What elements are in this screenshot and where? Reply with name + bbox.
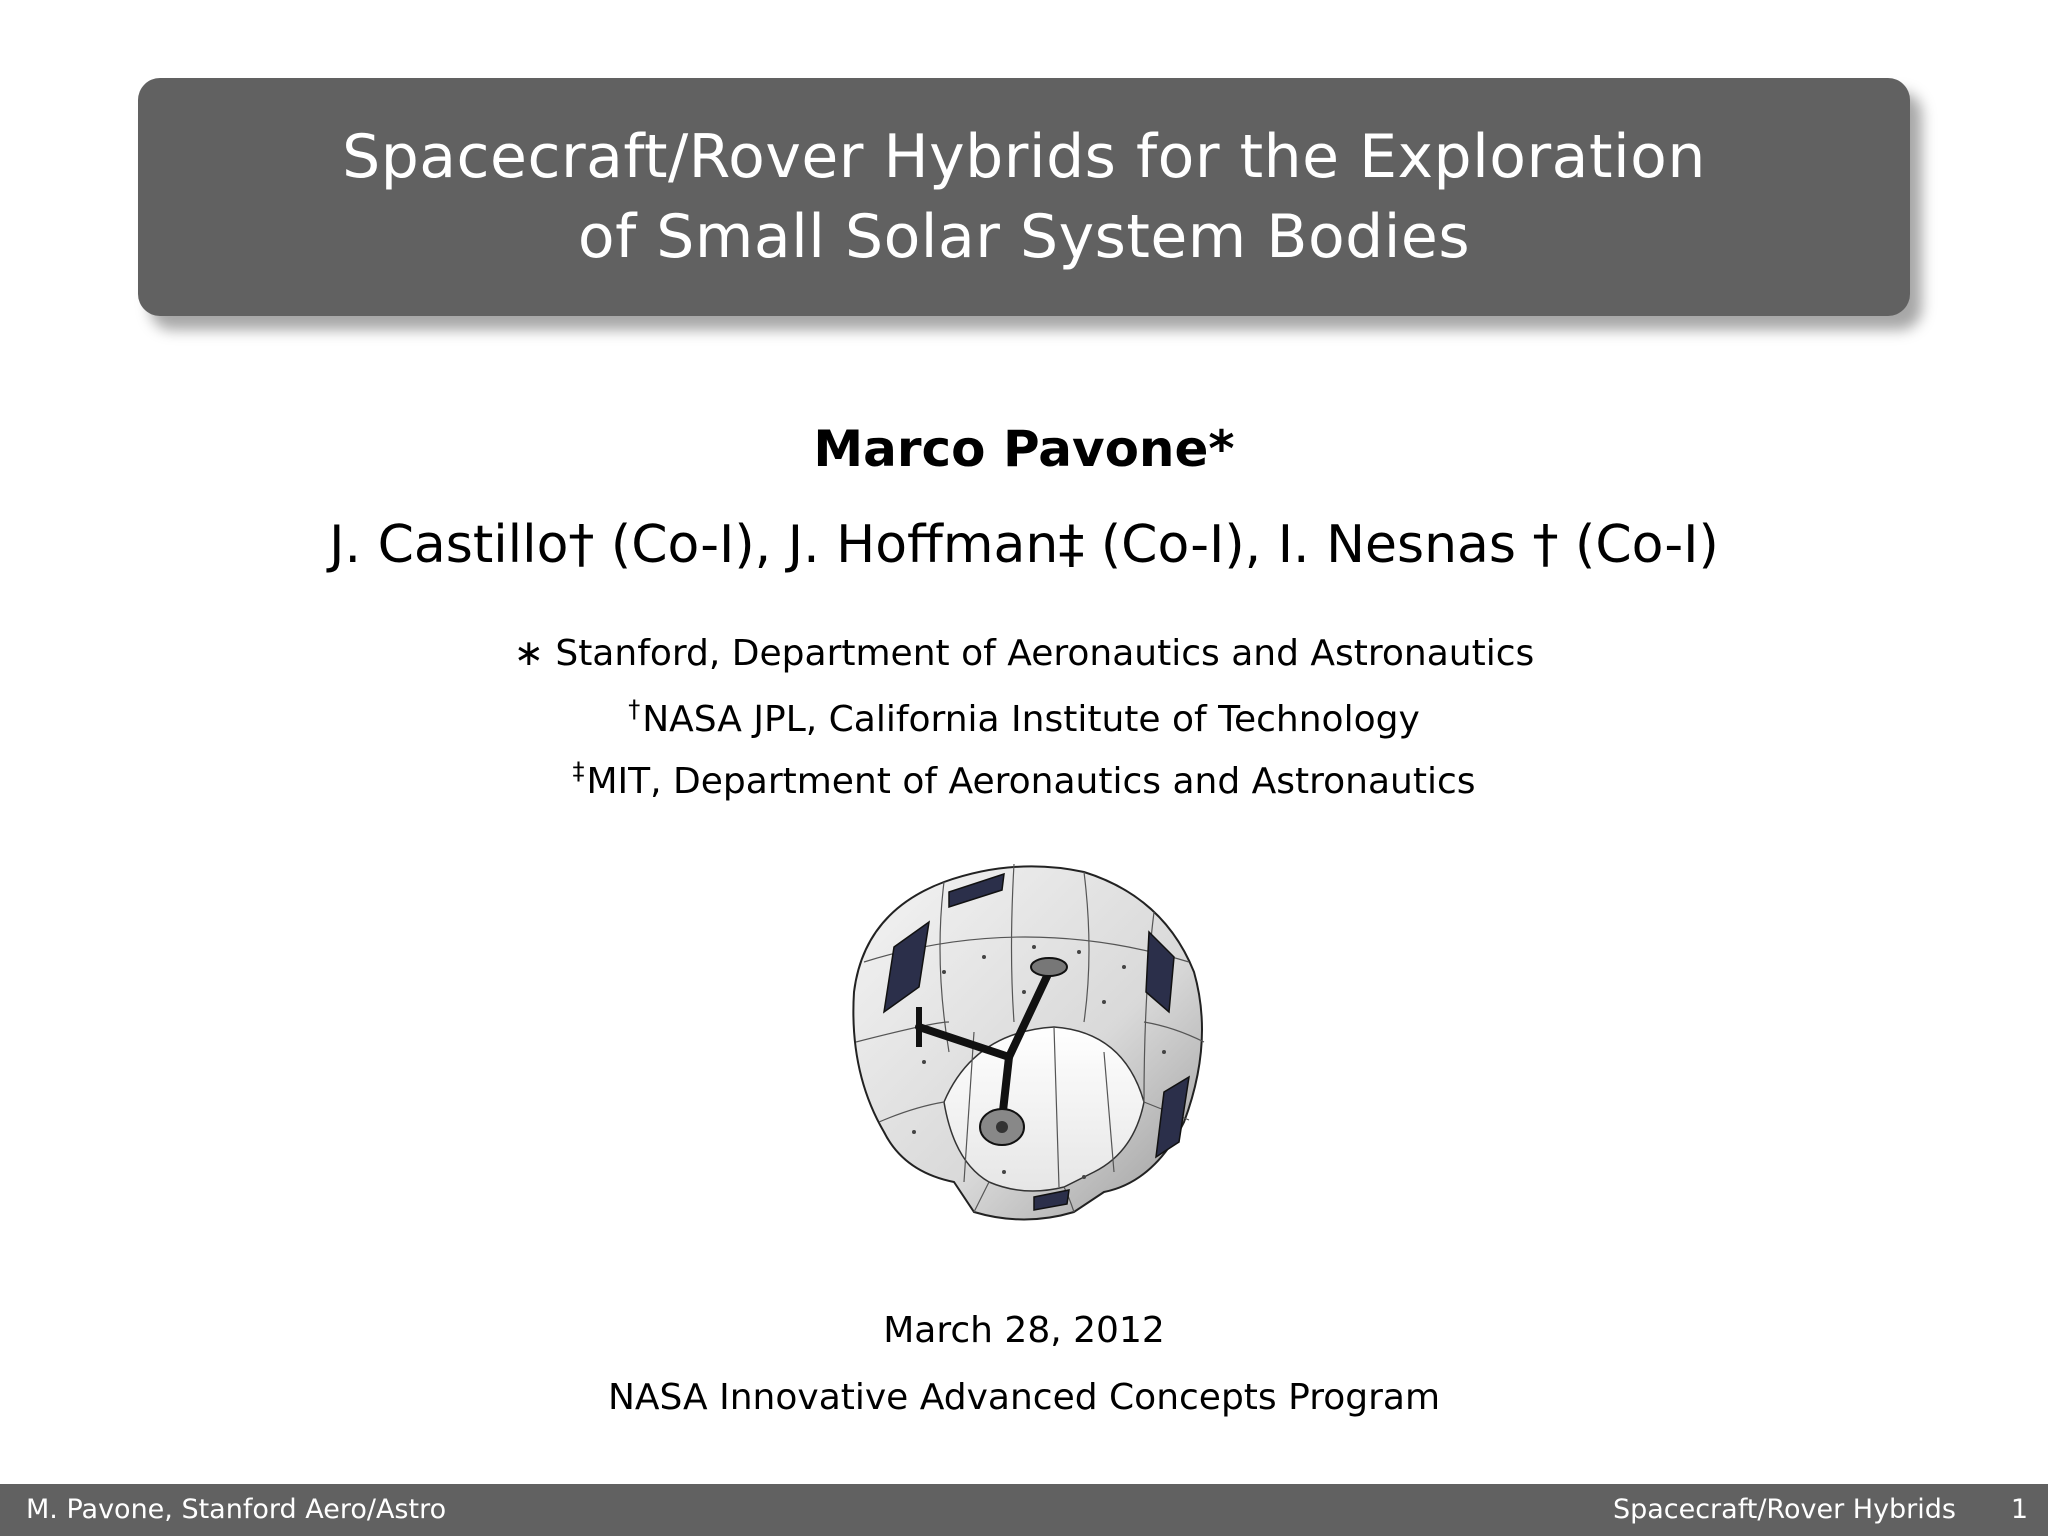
footer-bar: [0, 1484, 2048, 1536]
presentation-date: March 28, 2012: [883, 1310, 1165, 1351]
top-disc: [1031, 958, 1067, 976]
hedgehog-rover-drawing: [824, 852, 1224, 1232]
footer-page-number: 1: [2010, 1494, 2028, 1525]
affiliation-jpl: [0, 695, 2048, 740]
affiliation-text: NASA JPL, California Institute of Technology: [642, 699, 1420, 740]
footer-author: M. Pavone, Stanford Aero/Astro: [26, 1494, 447, 1525]
affiliation-mark: †: [628, 695, 641, 723]
affiliation-mark: ‡: [572, 757, 585, 785]
hedgehog-rover-figure: [824, 852, 1224, 1232]
affiliation-stanford: [0, 633, 2048, 674]
title-box: [138, 78, 1910, 316]
title-line-1: Spacecraft/Rover Hybrids for the Exploration: [342, 122, 1706, 192]
affiliation-text: MIT, Department of Aeronautics and Astronautics: [586, 761, 1476, 802]
program-name: NASA Innovative Advanced Concepts Program: [607, 1377, 1441, 1418]
presenter-name: Marco Pavone*: [813, 420, 1235, 478]
coauthors: J. Castillo† (Co-I), J. Hoffman‡ (Co-I), I. Nesnas † (Co-I): [329, 515, 1719, 575]
title-line-2: of Small Solar System Bodies: [577, 202, 1471, 272]
affiliation-mit: [0, 757, 2048, 802]
affiliation-text: Stanford, Department of Aeronautics and Astronautics: [555, 633, 1535, 674]
affiliation-mark: ∗: [513, 633, 544, 674]
bottom-disc-hub: [996, 1121, 1008, 1133]
footer-short-title: Spacecraft/Rover Hybrids: [1612, 1494, 1956, 1525]
